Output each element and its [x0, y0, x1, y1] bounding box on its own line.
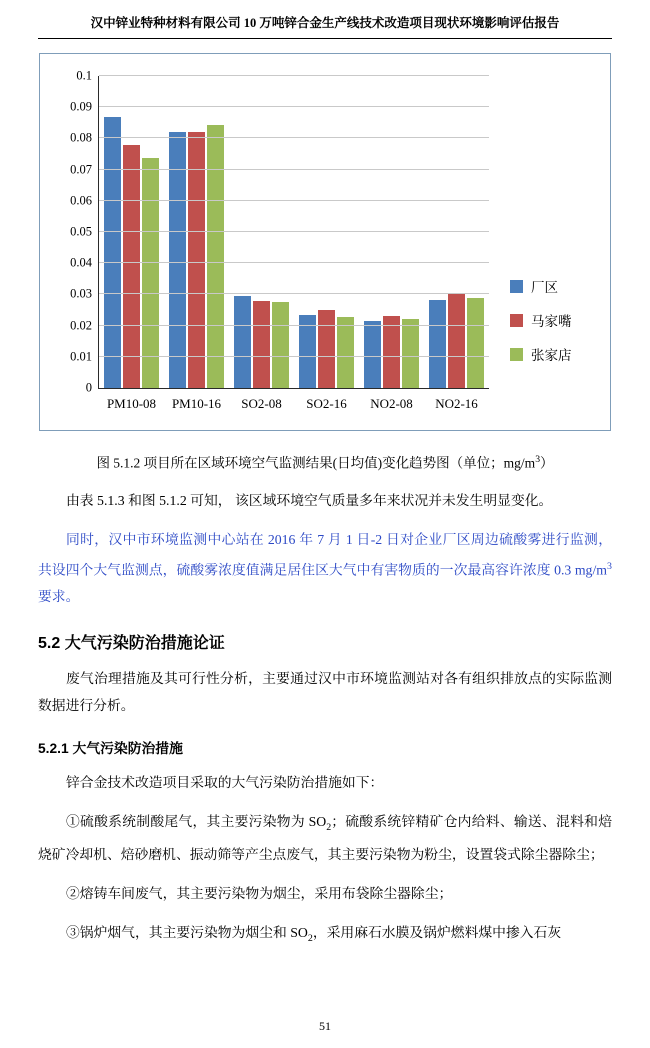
chart-bar: [272, 302, 289, 388]
chart-bar: [429, 300, 446, 388]
chart-bar: [123, 145, 140, 388]
chart-y-tick-label: 0.08: [70, 130, 92, 145]
header-divider: [38, 38, 612, 39]
paragraph-2-part-b: 要求。: [38, 589, 80, 605]
chart-category-group: [424, 76, 489, 411]
chart-gridline: [70, 255, 489, 270]
chart-bar: [104, 117, 121, 388]
chart-bar: [169, 132, 186, 388]
paragraph-7-part-b: ，采用麻石水膜及锅炉燃料煤中掺入石灰: [312, 924, 562, 940]
chart-y-tick-label: 0.01: [70, 349, 92, 364]
paragraph-1: 由表 5.1.3 和图 5.1.2 可知， 该区域环境空气质量多年来状况并未发生明显变化。: [66, 492, 553, 508]
chart-plot-area: [70, 68, 489, 411]
paragraph-5-subscript: 2: [326, 821, 332, 833]
chart-category-group: [294, 76, 359, 411]
chart-gridline: [70, 349, 489, 364]
paragraph-6: ②熔铸车间废气，其主要污染物为烟尘，采用布袋除尘器除尘；: [66, 885, 453, 901]
chart-gridline: [70, 162, 489, 177]
chart-x-tick-label: PM10-08: [106, 396, 157, 411]
paragraph-2-superscript: 3: [607, 560, 612, 572]
air-quality-bar-chart: [39, 53, 611, 431]
chart-gridline: [70, 130, 489, 145]
paragraph-7-subscript: 2: [307, 932, 313, 944]
paragraph-7: [38, 919, 612, 952]
chart-y-tick-label: 0.06: [70, 193, 92, 208]
chart-legend-label: 厂区: [531, 280, 558, 295]
chart-bar: [364, 321, 381, 388]
paragraph-3: 废气治理措施及其可行性分析，主要通过汉中市环境监测站对各有组织排放点的实际监测数据进行分析。: [38, 671, 612, 714]
chart-legend-swatch: [510, 280, 523, 293]
chart-x-tick-label: NO2-08: [370, 396, 413, 411]
chart-bar: [402, 319, 419, 388]
chart-y-tick-label: 0.02: [70, 318, 92, 333]
chart-x-tick-label: PM10-16: [171, 396, 222, 411]
subsection-heading-5-2-1: 5.2.1 大气污染防治措施: [38, 741, 183, 757]
chart-gridline: [70, 99, 489, 114]
chart-legend: [510, 276, 572, 378]
figure-caption-text: 图 5.1.2 项目所在区域环境空气监测结果(日均值)变化趋势图（单位；mg/m: [96, 455, 536, 471]
chart-x-tick-label: SO2-08: [241, 396, 282, 411]
chart-bar: [142, 158, 159, 388]
chart-bar: [207, 125, 224, 388]
chart-legend-swatch: [510, 348, 523, 361]
chart-category-group: [164, 76, 229, 411]
chart-legend-label: 张家店: [531, 348, 572, 363]
chart-y-tick-label: 0.1: [76, 68, 92, 83]
page-number: 51: [319, 1019, 331, 1033]
chart-category-group: [359, 76, 424, 411]
chart-y-tick-label: 0.04: [70, 255, 92, 270]
chart-y-tick-label: 0.07: [70, 162, 92, 177]
chart-legend-item: [510, 310, 572, 330]
figure-caption-tail: ）: [540, 455, 554, 471]
chart-y-tick-label: 0.05: [70, 224, 92, 239]
chart-gridline: [70, 224, 489, 239]
chart-bar: [234, 296, 251, 388]
chart-legend-item: [510, 276, 572, 296]
chart-bar: [467, 298, 484, 388]
chart-bar: [383, 316, 400, 388]
chart-gridline: [76, 68, 489, 83]
chart-bar: [253, 301, 270, 388]
chart-category-group: [99, 76, 164, 411]
page-header-title: 汉中锌业特种材料有限公司 10 万吨锌合金生产线技术改造项目现状环境影响评估报告: [90, 16, 560, 30]
chart-legend-label: 马家嘴: [531, 314, 572, 329]
chart-bar: [448, 294, 465, 388]
paragraph-4: 锌合金技术改造项目采取的大气污染防治措施如下：: [66, 775, 384, 791]
section-heading-5-2: 5.2 大气污染防治措施论证: [38, 635, 225, 653]
figure-caption-superscript: 3: [535, 454, 541, 465]
chart-gridline: [70, 318, 489, 333]
paragraph-2: [38, 526, 612, 611]
figure-caption: [38, 449, 612, 475]
chart-x-tick-label: SO2-16: [306, 396, 347, 411]
chart-y-tick-label: 0: [85, 380, 92, 395]
paragraph-2-part-a: 同时，汉中市环境监测中心站在 2016 年 7 月 1 日-2 日对企业厂区周边硫酸雾进行监测，共设四个大气监测点，硫酸雾浓度值满足居住区大气中有害物质的一次最高容许浓度 0.3 mg/m: [38, 531, 612, 578]
chart-y-tick-label: 0.09: [70, 99, 92, 114]
chart-bar: [337, 317, 354, 388]
chart-legend-swatch: [510, 314, 523, 327]
chart-gridline: [70, 286, 489, 301]
chart-gridline: [70, 193, 489, 208]
chart-y-tick-label: 0.03: [70, 286, 92, 301]
chart-bar: [299, 315, 316, 388]
chart-x-tick-label: NO2-16: [435, 396, 478, 411]
paragraph-5: [38, 808, 612, 868]
chart-bar: [318, 310, 335, 388]
paragraph-5-part-a: ①硫酸系统制酸尾气，其主要污染物为 SO: [66, 814, 327, 830]
chart-bar: [188, 132, 205, 388]
chart-legend-item: [510, 344, 572, 364]
paragraph-7-part-a: ③锅炉烟气，其主要污染物为烟尘和 SO: [66, 924, 308, 940]
chart-category-group: [229, 76, 294, 411]
paragraph-5-part-b: ；硫酸系统锌精矿仓内给料、输送、混料和焙烧矿冷却机、焙砂磨机、振动筛等产尘点废气，其主要污染物为粉尘，设置袋式除尘器除尘；: [38, 814, 612, 862]
